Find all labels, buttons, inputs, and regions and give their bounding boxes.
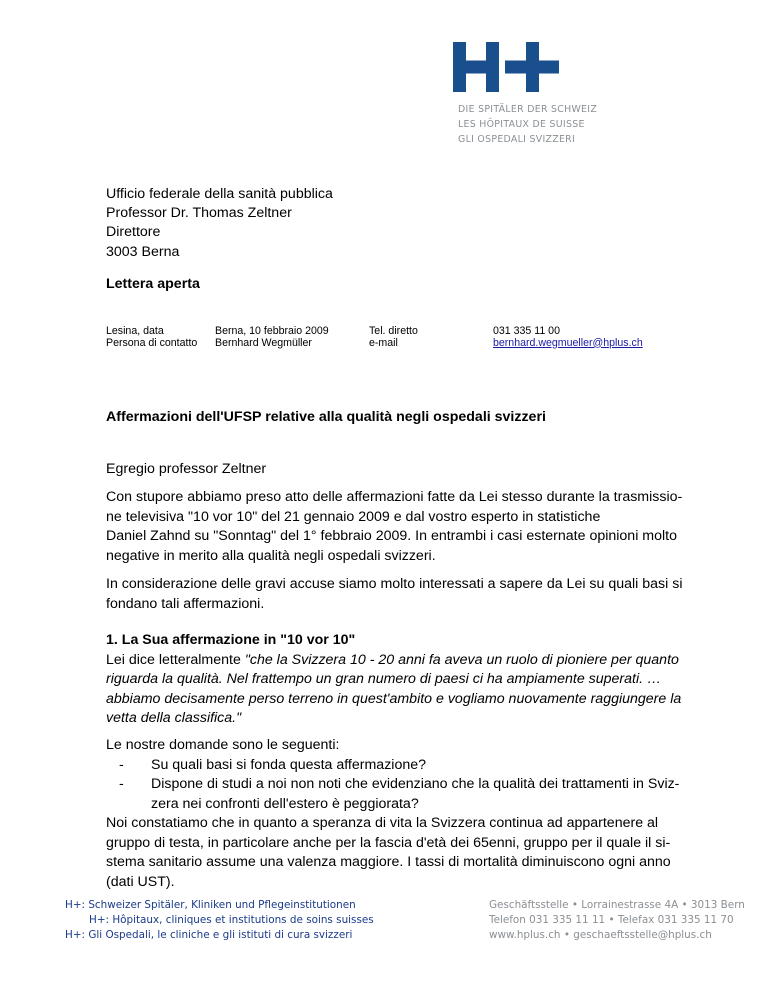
meta-value-date: Berna, 10 febbraio 2009: [215, 325, 329, 337]
footer-line: www.hplus.ch • geschaeftsstelle@hplus.ch: [489, 928, 712, 941]
text-line: In considerazione delle gravi accuse siamo molto interessati a sapere da Lei su quali basi si: [106, 576, 683, 592]
meta-values-right: [493, 326, 643, 349]
meta-labels-left: [106, 326, 197, 349]
text-line: fondano tali affermazioni.: [106, 595, 265, 612]
footer-line: Geschäftsstelle • Lorrainestrasse 4A • 3013 Bern: [489, 899, 745, 911]
letter-heading: Affermazioni dell'UFSP relative alla qualità negli ospedali svizzeri: [106, 409, 546, 425]
text-line: (dati UST).: [106, 873, 175, 890]
meta-label-date: Lesina, data: [106, 325, 164, 337]
meta-values-left: [215, 326, 329, 349]
logo-line-fr: LES HÔPITAUX DE SUISSE: [458, 119, 585, 130]
bullet-dash: -: [119, 756, 124, 773]
footer-organization: [65, 898, 374, 942]
address-line: Ufficio federale della sanità pubblica: [106, 186, 333, 202]
text-line: stema sanitario assume una valenza maggiore. I tassi di mortalità diminuiscono ogni anno: [106, 854, 671, 871]
address-line: 3003 Berna: [106, 243, 180, 260]
quote-line: abbiamo decisamente perso terreno in quest'ambito e vogliamo nuovamente raggiungere la: [106, 690, 682, 707]
greeting: Egregio professor Zeltner: [106, 461, 267, 477]
meta-labels-right: [369, 326, 418, 349]
address-line: Professor Dr. Thomas Zeltner: [106, 205, 292, 222]
section-title: 1. La Sua affermazione in "10 vor 10": [106, 632, 356, 648]
footer-line: H+: Hôpitaux, cliniques et institutions de soins suisses: [89, 913, 374, 926]
text-line: gruppo di testa, in particolare anche per la fascia d'età dei 65enni, gruppo per il quale il si-: [106, 834, 671, 851]
text-line: negative in merito alla qualità negli ospedali svizzeri.: [106, 547, 436, 564]
meta-value-phone: 031 335 11 00: [493, 325, 560, 337]
logo-line-de: DIE SPITÄLER DER SCHWEIZ: [458, 104, 598, 115]
questions-block: [106, 736, 680, 814]
letter-type: Lettera aperta: [106, 276, 200, 292]
quote-line: riguarda la qualità. Nel frattempo un gran numero di paesi ci ha ampiamente superati. …: [106, 671, 662, 688]
quote-line: "che la Svizzera 10 - 20 anni fa aveva un ruolo di pioniere per quanto: [244, 651, 679, 668]
quote-line: vetta della classifica.": [106, 710, 242, 727]
quote-intro: Lei dice letteralmente: [106, 651, 245, 668]
hplus-logo: [453, 42, 559, 92]
bullet-dash: -: [119, 776, 124, 793]
text-line: ne televisiva "10 vor 10" del 21 gennaio 2009 e dal vostro esperto in statistiche: [106, 508, 601, 525]
text-line: Daniel Zahnd su "Sonntag" del 1° febbraio 2009. In entrambi i casi esternate opinioni molto: [106, 528, 677, 545]
paragraph-1: [106, 488, 683, 566]
question-2-cont: zera nei confronti dell'estero è peggiorata?: [151, 795, 419, 812]
logo-line-it: GLI OSPEDALI SVIZZERI: [458, 134, 576, 145]
meta-label-contact: Persona di contatto: [106, 336, 198, 349]
logo-tagline: [458, 102, 597, 147]
footer-line: H+: Gli Ospedali, le cliniche e gli istituti di cura svizzeri: [65, 928, 353, 941]
email-link[interactable]: bernhard.wegmueller@hplus.ch: [493, 336, 643, 349]
section-1: [106, 631, 682, 729]
question-2: Dispone di studi a noi non noti che evidenziano che la qualità dei trattamenti in Sviz-: [151, 776, 680, 793]
footer-contact: [489, 898, 745, 942]
paragraph-3: [106, 814, 671, 892]
paragraph-2: [106, 575, 683, 614]
text-line: Noi constatiamo che in quanto a speranza di vita la Svizzera continua ad appartenere al: [106, 815, 659, 831]
meta-value-contact: Bernhard Wegmüller: [215, 336, 312, 349]
questions-intro: Le nostre domande sono le seguenti:: [106, 737, 340, 753]
footer-line: H+: Schweizer Spitäler, Kliniken und Pflegeinstitutionen: [65, 899, 356, 911]
recipient-address: [106, 185, 333, 262]
address-line: Direttore: [106, 224, 161, 241]
list-item: [106, 775, 680, 814]
footer-line: Telefon 031 335 11 11 • Telefax 031 335 11 70: [489, 913, 734, 926]
text-line: Con stupore abbiamo preso atto delle affermazioni fatte da Lei stesso durante la trasmissio-: [106, 489, 683, 505]
question-1: Su quali basi si fonda questa affermazione?: [151, 756, 427, 773]
list-item: [106, 756, 666, 776]
meta-label-email: e-mail: [369, 336, 398, 349]
meta-label-phone: Tel. diretto: [369, 325, 418, 337]
